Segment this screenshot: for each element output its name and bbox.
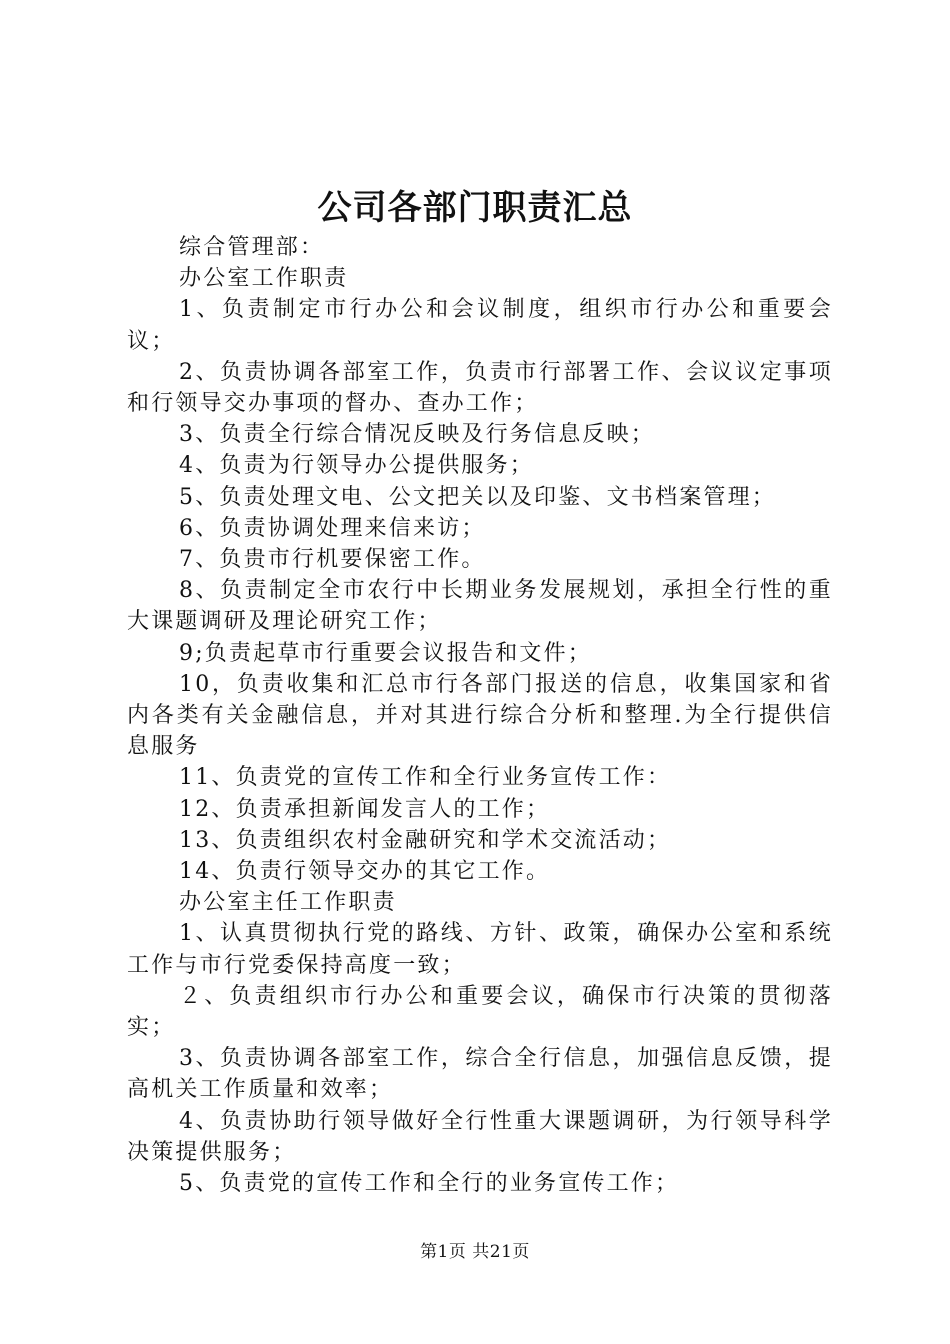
body-paragraph: 6、负责协调处理来信来访；	[179, 515, 486, 541]
body-paragraph: 办公室工作职责	[179, 266, 349, 292]
document-body	[127, 232, 833, 1199]
body-paragraph: 7、负贵市行机要保密工作。	[179, 547, 486, 573]
body-paragraph: 5、负责处理文电、公文把关以及印鉴、文书档案管理；	[179, 484, 776, 510]
body-paragraph: 办公室主任工作职责	[179, 890, 397, 916]
body-paragraph: 11、负责党的宣传工作和全行业务宣传工作：	[179, 765, 672, 791]
body-paragraph: 8、负责制定全市农行中长期业务发展规划，承担全行性的重大课题调研及理论研究工作；	[127, 578, 833, 635]
body-paragraph: 综合管理部：	[179, 235, 325, 260]
body-paragraph: 13、负责组织农村金融研究和学术交流活动；	[179, 827, 672, 853]
body-paragraph: 12、负责承担新闻发言人的工作；	[179, 796, 551, 822]
body-paragraph: 3、负责全行综合情况反映及行务信息反映；	[179, 422, 655, 448]
body-paragraph: 5、负责党的宣传工作和全行的业务宣传工作；	[179, 1171, 680, 1197]
body-paragraph: 4、负责协助行领导做好全行性重大课题调研，为行领导科学决策提供服务；	[127, 1108, 833, 1165]
body-paragraph: 10，负责收集和汇总市行各部门报送的信息，收集国家和省内各类有关金融信息，并对其进行综合分析和整理.为全行提供信息服务	[127, 671, 833, 760]
document-title: 公司各部门职责汇总	[317, 188, 633, 228]
body-paragraph: 9;负责起草市行重要会议报告和文件；	[179, 640, 593, 666]
page-footer: 第1页 共21页	[420, 1242, 530, 1262]
body-paragraph: 2、负责协调各部室工作，负责市行部署工作、会议议定事项和行领导交办事项的督办、查办工作；	[127, 359, 833, 417]
body-paragraph: ２、负责组织市行办公和重要会议，确保市行决策的贯彻落实；	[127, 983, 833, 1041]
body-paragraph: 14、负责行领导交办的其它工作。	[179, 859, 551, 885]
body-paragraph: 4、负责为行领导办公提供服务；	[179, 453, 534, 479]
body-paragraph: 3、负责协调各部室工作，综合全行信息，加强信息反馈，提高机关工作质量和效率；	[127, 1046, 833, 1103]
body-paragraph: 1、负责制定市行办公和会议制度，组织市行办公和重要会议；	[127, 297, 833, 354]
body-paragraph: 1、认真贯彻执行党的路线、方针、政策，确保办公室和系统工作与市行党委保持高度一致；	[127, 921, 833, 978]
